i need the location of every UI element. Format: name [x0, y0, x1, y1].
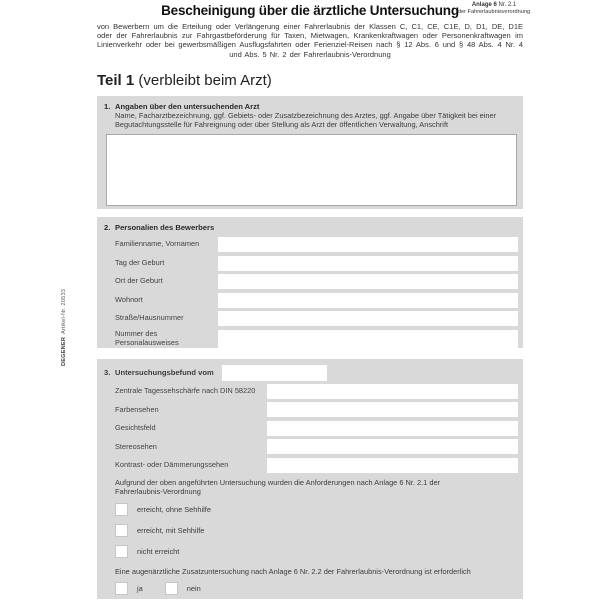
field-label-tag-der-geburt: Tag der Geburt	[115, 257, 165, 267]
checkbox-row	[115, 524, 518, 537]
farbensehen-input[interactable]	[267, 402, 518, 417]
field-label-wohnort: Wohnort	[115, 294, 143, 304]
part-title: Teil 1 (verbleibt beim Arzt)	[97, 71, 272, 89]
personalausweis-nummer-input[interactable]	[218, 330, 518, 348]
strasse-hausnummer-input[interactable]	[218, 311, 518, 326]
section-untersuchungsbefund	[97, 359, 523, 599]
tag-der-geburt-input[interactable]	[218, 256, 518, 271]
familienname-input[interactable]	[218, 237, 518, 252]
section3-header	[104, 365, 518, 381]
field-label-personalausweis: Nummer des Personalausweises	[115, 329, 179, 347]
nein-label: nein	[186, 584, 201, 594]
field-label-familienname: Familienname, Vornamen	[115, 239, 200, 249]
field-label-tagessehschaerfe: Zentrale Tagessehschärfe nach DIN 58220	[115, 386, 256, 396]
field-label-farbensehen: Farbensehen	[115, 404, 159, 414]
section1-title: Angaben über den untersuchenden Arzt	[115, 101, 260, 111]
checkbox-label: nicht erreicht	[137, 547, 180, 557]
checkbox-nein[interactable]	[165, 582, 178, 595]
kontrastsehen-input[interactable]	[267, 458, 518, 473]
wohnort-input[interactable]	[218, 293, 518, 308]
form-row	[115, 384, 518, 399]
requirements-statement: Aufgrund der oben angeführten Untersuchung wurden die Anforderungen nach Anlage 6 Nr. 2.1 der Fahrerlaubnis-Verordnung	[115, 477, 441, 497]
field-label-gesichtsfeld: Gesichtsfeld	[115, 423, 156, 433]
form-row	[115, 330, 518, 348]
checkbox-label: erreicht, mit Sehhilfe	[137, 526, 205, 536]
section1-description: Name, Facharztbezeichnung, ggf. Gebiets- oder Zusatzbezeichnung des Arztes, ggf. Angabe über Tätigkeit bei einer Begutachtungsstelle für Fahreignung oder über Stellung als Arzt der öffentlichen Verwaltung, Anschrift	[115, 111, 497, 130]
checkbox-row	[115, 545, 518, 558]
stereosehen-input[interactable]	[267, 439, 518, 454]
form-row	[115, 439, 518, 454]
field-label-strasse: Straße/Hausnummer	[115, 313, 184, 323]
additional-exam-statement: Eine augenärztliche Zusatzuntersuchung nach Anlage 6 Nr. 2.2 der Fahrerlaubnis-Verordnung ist erforderlich	[115, 567, 471, 577]
nein-group	[165, 582, 201, 595]
untersuchungsdatum-input[interactable]	[222, 365, 327, 381]
checkbox-row	[115, 503, 518, 516]
form-row	[115, 274, 518, 289]
intro-paragraph: von Bewerbern um die Erteilung oder Verlängerung einer Fahrerlaubnis der Klassen C, C1, CE, C1E, D, D1, DE, D1E oder der Fahrerlaubnis zur Fahrgastbeförderung für Taxen, Mietwagen, Krankenkraftwagen oder Personenkraftwagen im Linienverkehr oder bei gewerbsmäßigen Ausflugsfahrten oder Ferienziel-Reisen nach § 12 Abs. 6 und § 48 Abs. 4 Nr. 4 und Abs. 5 Nr. 2 der Fahrerlaubnis-Verordnung	[97, 22, 523, 59]
checkbox-label: erreicht, ohne Sehhilfe	[137, 505, 211, 515]
field-label-kontrastsehen: Kontrast- oder Dämmerungssehen	[115, 460, 229, 470]
section-arzt-angaben	[97, 96, 523, 209]
section1-header	[104, 102, 517, 130]
form-row	[115, 293, 518, 308]
checkbox-ja[interactable]	[115, 582, 128, 595]
checkbox-erreicht-mit-sehhilfe[interactable]	[115, 524, 128, 537]
annotation-line1: Anlage 6 Nr. 2.1	[471, 2, 517, 8]
section2-header	[104, 223, 518, 232]
document-title: Bescheinigung über die ärztliche Untersuchung	[161, 3, 459, 18]
section-personalien	[97, 217, 523, 348]
ja-label: ja	[137, 584, 143, 594]
field-label-stereosehen: Stereosehen	[115, 441, 157, 451]
form-row	[115, 421, 518, 436]
section2-title: Personalien des Bewerbers	[115, 222, 215, 232]
form-row	[115, 256, 518, 271]
form-row	[115, 311, 518, 326]
arzt-angaben-textarea[interactable]	[106, 134, 517, 206]
field-label-ort-der-geburt: Ort der Geburt	[115, 276, 163, 286]
gesichtsfeld-input[interactable]	[267, 421, 518, 436]
ja-nein-row	[115, 582, 518, 595]
tagessehschaerfe-input[interactable]	[267, 384, 518, 399]
section2-number: 2.	[104, 222, 111, 232]
section3-number: 3.	[104, 368, 111, 378]
form-row	[115, 237, 518, 252]
form-row	[115, 458, 518, 473]
form-row	[115, 402, 518, 417]
checkbox-nicht-erreicht[interactable]	[115, 545, 128, 558]
publisher-brand: DEGENER	[61, 336, 67, 366]
section3-title: Untersuchungsbefund vom	[115, 368, 214, 378]
checkbox-erreicht-ohne-sehhilfe[interactable]	[115, 503, 128, 516]
print-info-vertical	[61, 288, 67, 366]
article-number: Artikel-Nr. 20533	[61, 288, 67, 334]
annotation-line2: der Fahrerlaubnisverordnung	[457, 9, 531, 15]
section1-number: 1.	[104, 101, 111, 111]
ort-der-geburt-input[interactable]	[218, 274, 518, 289]
